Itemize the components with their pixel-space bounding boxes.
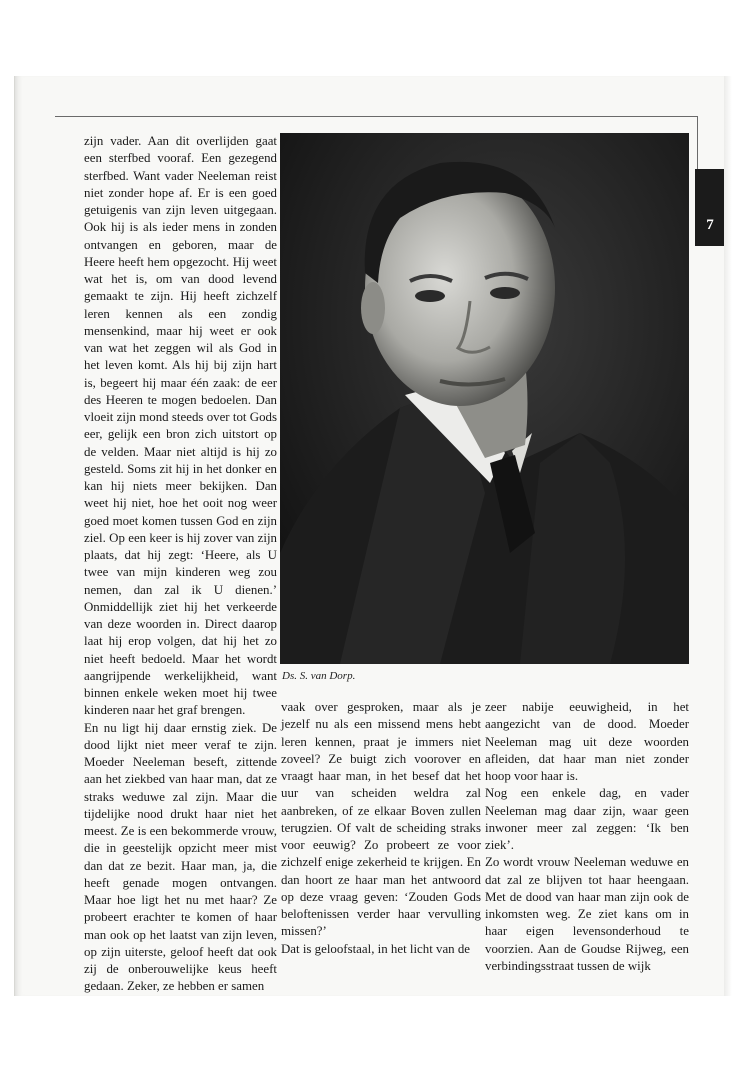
page-number: 7	[706, 217, 714, 233]
paragraph: Nog een enkele dag, en vader Neeleman mag daar zijn, waar geen inwoner meer zal zeggen: ‘Ik ben ziek’.	[485, 786, 689, 852]
text-column-right	[485, 699, 689, 975]
book-page	[14, 76, 725, 996]
header-rule	[55, 116, 697, 117]
portrait-photo	[280, 133, 689, 664]
paragraph: Dat is geloofstaal, in het licht van de	[281, 941, 471, 956]
text-column-middle	[281, 699, 481, 958]
paragraph: zijn vader. Aan dit overlijden gaat een sterfbed vooraf. Een gezegend sterfbed. Want vader Neeleman reist niet zonder hope af. Er is een goed getuigenis van zijn leven uitgegaan. Ook hij is als ieder mens in zonden ontvangen en geboren, maar de Heere heeft hem opgezocht. Hij weet wat het is, om van dood levend gemaakt te zijn. Hij heeft zichzelf leren kennen als een zondig mensenkind, maar hij weet er ook van wat het zeggen wil als God in het leven komt. Als hij bij zijn hart is, begeert hij maar één zaak: de eer des Heeren te mogen bedoelen. Dan vloeit zijn mond steeds over tot Gods eer, gelijk een bron zich uitstort op de velden. Maar niet altijd is hij zo gesteld. Soms zit hij in het donker en kan hij niets meer bekijken. Dan weet hij niet, hoe het ooit nog weer goed moet komen tussen God en zijn ziel. Op een keer is hij zover van zijn plaats, dat hij zegt: ‘Heere, als U twee van mijn kinderen weg zou nemen, dan zal ik U dienen.’ Onmiddellijk ziet hij het verkeerde van deze woorden in. Direct daarop laat hij erop volgen, dat hij het zo niet heeft bedoeld. Maar het wordt aangrijpende werkelijkheid, want binnen enkele weken moet hij twee kinderen naar het graf brengen.	[84, 134, 277, 718]
text-column-left	[84, 133, 277, 996]
paragraph: Zo wordt vrouw Neeleman weduwe en dat zal ze blijven tot haar heengaan. Met de dood van haar man zijn ook de inkomsten weg. Ze ziet kans om in haar eigen levensonderhoud te voorzien. Aan de Goudse Rijweg, een verbindingsstraat tussen de wijk	[485, 855, 689, 973]
paragraph: zeer nabije eeuwigheid, in het aangezicht van de dood. Moeder Neeleman mag uit deze woorden afleiden, dat haar man niet zonder hoop voor haar is.	[485, 700, 689, 783]
page-edge	[724, 76, 732, 996]
photo-caption: Ds. S. van Dorp.	[282, 670, 356, 682]
paragraph: En nu ligt hij daar ernstig ziek. De dood lijkt niet meer veraf te zijn. Moeder Neeleman beseft, zittende aan het ziekbed van haar man, dat ze straks weduwe zal zijn. Maar die tijdelijke nood drukt haar niet het meest. Ze is een bekommerde vrouw, die in geestelijk opzicht meer mist dan dat ze bezit. Haar man, ja, die heeft genade mogen ontvangen. Maar hoe ligt het nu met haar? Ze probeert erachter te komen of haar man ook op het laatst van zijn leven, op zijn uiterste, geloof heeft dat ook zij de onberouwelijke keus heeft gedaan. Zeker, ze hebben er samen	[84, 720, 277, 994]
page-number-tab	[695, 169, 725, 246]
portrait-illustration	[280, 133, 689, 664]
paragraph: vaak over gesproken, maar als je jezelf nu als een missend mens hebt leren kennen, praat je immers niet zoveel? Ze buigt zich voorover en vraagt haar man, in het besef dat het uur van scheiden weldra zal aanbreken, of ze elkaar Boven zullen terugzien. Of valt de scheiding straks voor eeuwig? Zo probeert ze voor zichzelf enige zekerheid te krijgen. En dan hoort ze haar man het antwoord op deze vraag geven: ‘Zouden Gods beloftenissen verder haar vervulling missen?’	[281, 700, 481, 939]
